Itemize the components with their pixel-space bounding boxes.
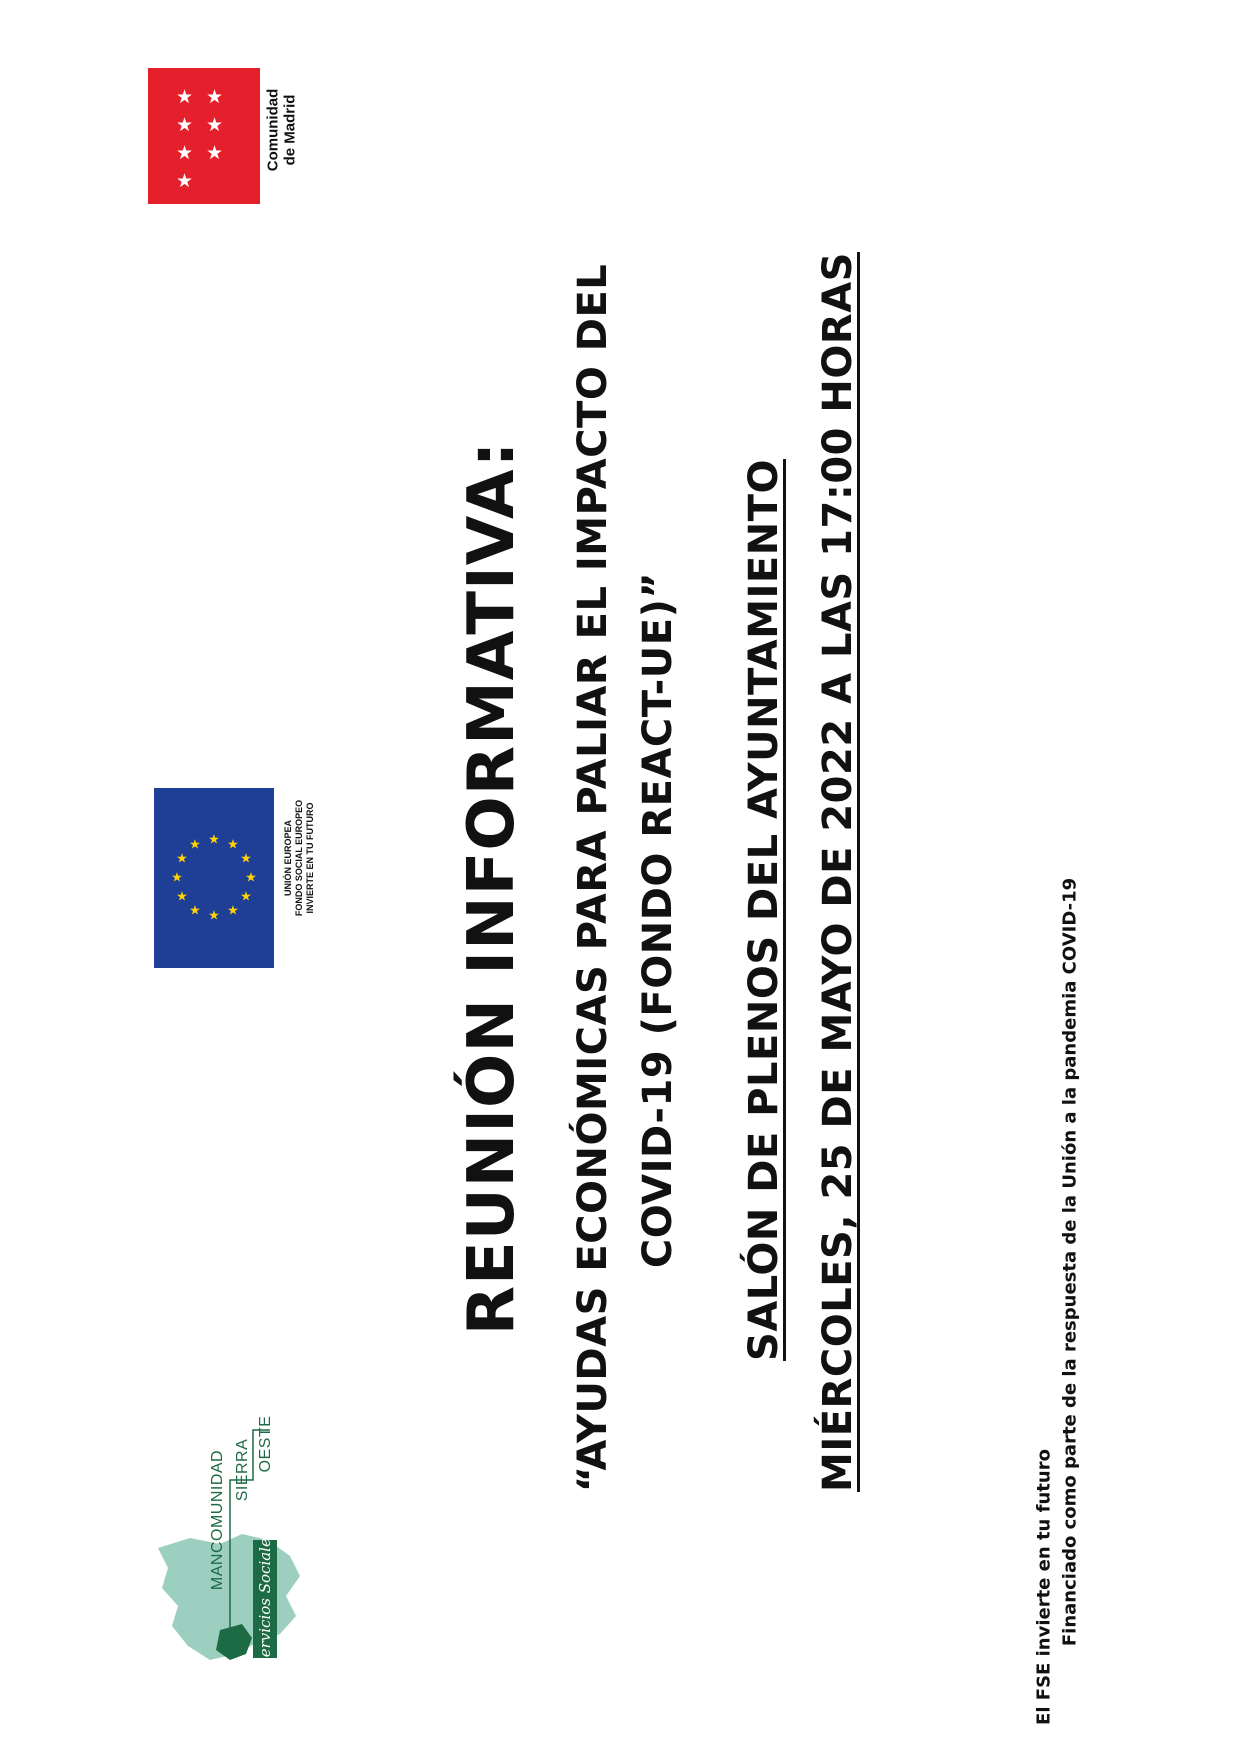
star-icon: ★ bbox=[176, 142, 194, 164]
eu-caption-line1: UNIÓN EUROPEA bbox=[283, 819, 293, 897]
venue-place: SALÓN DE PLENOS DEL AYUNTAMIENTO bbox=[741, 459, 787, 1361]
star-icon: ★ bbox=[189, 903, 201, 919]
comunidad-madrid-line2: de Madrid bbox=[281, 94, 299, 166]
subject-line2: COVID-19 (FONDO REACT-UE)” bbox=[635, 571, 681, 1269]
star-icon: ★ bbox=[176, 170, 194, 192]
eu-caption bbox=[278, 788, 324, 968]
star-icon: ★ bbox=[208, 908, 220, 924]
eu-caption-line3: INVIERTE EN TU FUTURO bbox=[305, 802, 315, 914]
eu-caption-line2: FONDO SOCIAL EUROPEO bbox=[294, 799, 304, 917]
star-icon: ★ bbox=[176, 114, 194, 136]
star-icon: ★ bbox=[227, 837, 239, 853]
footer-line1: El FSE invierte en tu futuro bbox=[1033, 1449, 1055, 1725]
star-icon: ★ bbox=[206, 142, 224, 164]
servicios-sociales-bar bbox=[253, 1530, 277, 1668]
star-icon: ★ bbox=[176, 889, 188, 905]
star-icon: ★ bbox=[240, 851, 252, 867]
comunidad-madrid-line1: Comunidad bbox=[264, 88, 282, 172]
star-icon: ★ bbox=[176, 851, 188, 867]
footer-line2: Financiado como parte de la respuesta de la Unión a la pandemia COVID-19 bbox=[1059, 877, 1081, 1647]
star-icon: ★ bbox=[227, 903, 239, 919]
star-icon: ★ bbox=[240, 889, 252, 905]
star-icon: ★ bbox=[176, 86, 194, 108]
star-icon: ★ bbox=[206, 114, 224, 136]
servicios-sociales-label: Servicios Sociales bbox=[256, 1530, 274, 1668]
star-icon: ★ bbox=[208, 832, 220, 848]
mancomunidad-oeste: OESTE bbox=[257, 1415, 274, 1473]
venue-datetime: MIÉRCOLES, 25 DE MAYO DE 2022 A LAS 17:00 HORAS bbox=[815, 252, 861, 1492]
comunidad-madrid-name bbox=[264, 68, 298, 204]
comunidad-madrid-logo bbox=[148, 68, 299, 204]
star-icon: ★ bbox=[171, 870, 183, 886]
page-title: REUNIÓN INFORMATIVA: bbox=[455, 440, 529, 1336]
star-icon: ★ bbox=[206, 86, 224, 108]
mancomunidad-name: MANCOMUNIDAD bbox=[209, 1449, 226, 1591]
eu-flag bbox=[154, 788, 274, 968]
star-icon: ★ bbox=[189, 837, 201, 853]
mancomunidad-sierra: SIERRA bbox=[234, 1438, 251, 1502]
union-europea-logo bbox=[154, 788, 324, 968]
star-icon: ★ bbox=[245, 870, 257, 886]
subject-line1: “AYUDAS ECONÓMICAS PARA PALIAR EL IMPACTO DEL bbox=[570, 263, 616, 1493]
comunidad-madrid-flag bbox=[148, 68, 260, 204]
